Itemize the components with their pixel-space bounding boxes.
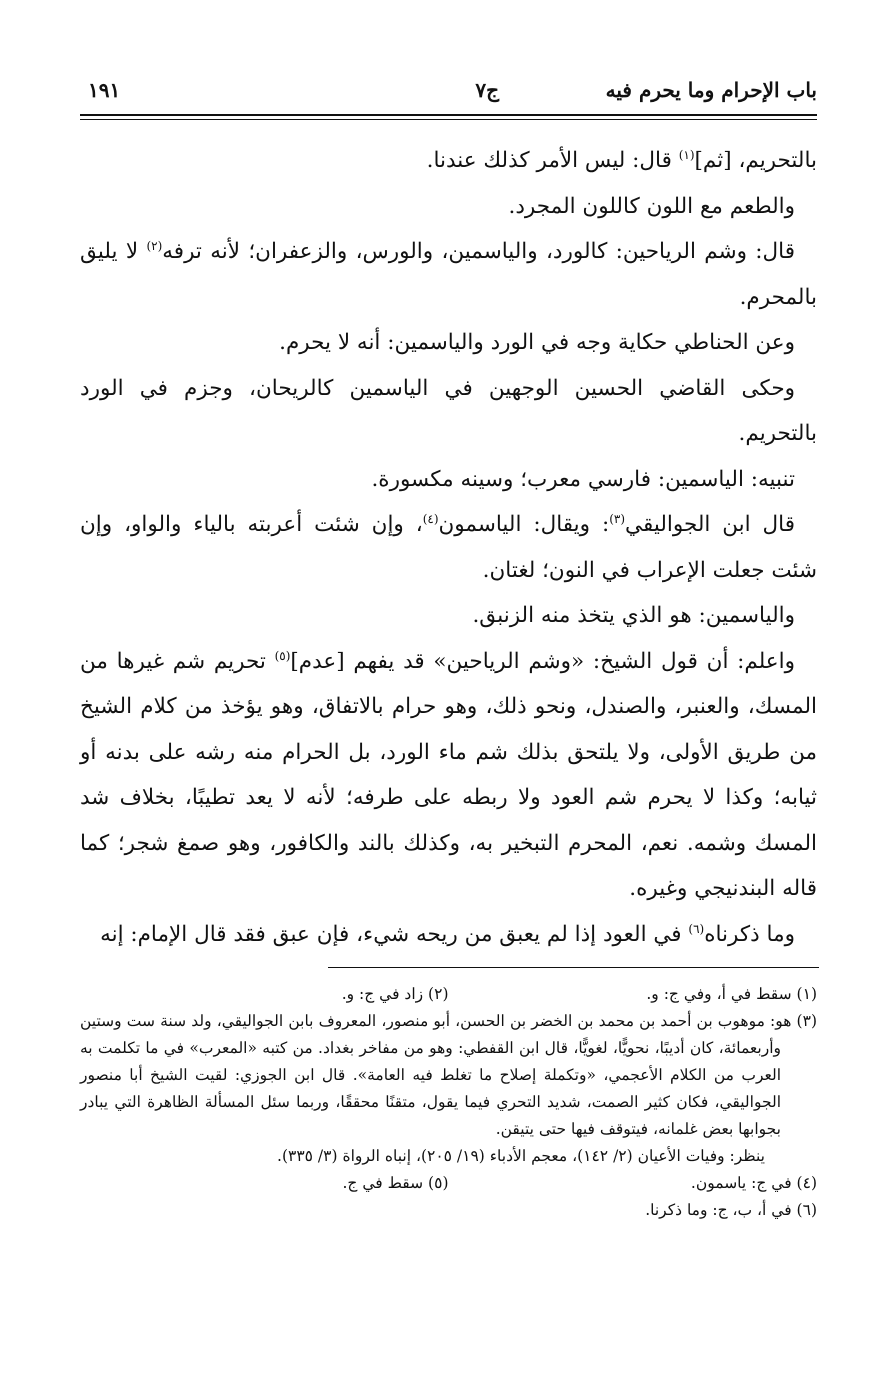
paragraph: قال: وشم الرياحين: كالورد، والياسمين، والورس، والزعفران؛ لأنه ترفه$^{(٢)}$ لا يليق بالمحرم. [80, 238, 817, 310]
paragraph: تنبيه: الياسمين: فارسي معرب؛ وسينه مكسورة. [371, 466, 795, 492]
page-number: ١٩١ [88, 78, 121, 102]
footnote-ref[interactable]: (٦) [688, 921, 705, 936]
paragraph: وما ذكرناه$^{(٦)}$ في العود إذا لم يعبق من ريحه شيء، فإن عبق فقد قال الإمام: إنه [100, 921, 795, 947]
footnote-5: (٥) سقط في ج. [342, 1174, 449, 1192]
footnotes [80, 981, 817, 1224]
chapter-title: باب الإحرام وما يحرم فيه [605, 78, 817, 102]
footnote-ref[interactable]: (١) [678, 147, 695, 162]
header-rule-thin [80, 119, 817, 120]
paragraph: والياسمين: هو الذي يتخذ منه الزنبق. [472, 603, 795, 628]
footnote-ref[interactable]: (٤) [422, 511, 439, 526]
footnote-3-sources: ينظر: وفيات الأعيان (٢/ ١٤٢)، معجم الأدباء (١٩/ ٢٠٥)، إنباه الرواة (٣/ ٣٣٥). [277, 1147, 765, 1165]
volume-label: ج٧ [475, 78, 499, 102]
running-header [80, 74, 817, 110]
footnote-ref[interactable]: (٢) [146, 238, 163, 253]
paragraph: بالتحريم، [ثم]$^{(١)}$ قال: ليس الأمر كذلك عندنا. [426, 147, 817, 173]
footnote-6: (٦) في أ، ب، ج: وما ذكرنا. [645, 1201, 817, 1219]
footnote-separator [328, 967, 819, 968]
paragraph: والطعم مع اللون كاللون المجرد. [508, 193, 795, 219]
paragraph: واعلم: أن قول الشيخ: «وشم الرياحين» قد يفهم [عدم]$^{(٥)}$ تحريم شم غيرها من المسك، والعنبر، والصندل، ونحو ذلك، وهو حرام بالاتفاق، وهو يؤخذ من كلام الشيخ من طريق الأولى، ولا يلتحق بذلك شم ماء الورد، بل الحرام منه رشه على بدنه أو ثيابه؛ وكذا لا يحرم شم العود ولا ربطه على طرفه؛ لأنه لا يعد تطيبًا، بخلاف شد المسك وشمه. نعم، المحرم التبخير به، وكذلك بالند والكافور، وهو صمغ شجر؛ كما قاله البندنيجي وغيره. [80, 648, 817, 901]
header-rule-thick [80, 114, 817, 116]
footnote-ref[interactable]: (٥) [274, 648, 291, 663]
main-text [80, 138, 817, 957]
footnote-4: (٤) في ج: ياسمون. [690, 1174, 817, 1192]
paragraph: وحكى القاضي الحسين الوجهين في الياسمين كالريحان، وجزم في الورد بالتحريم. [80, 375, 817, 446]
footnote-1: (١) سقط في أ، وفي ج: و. [646, 985, 817, 1003]
paragraph: وعن الحناطي حكاية وجه في الورد والياسمين: أنه لا يحرم. [279, 330, 795, 355]
footnote-ref[interactable]: (٣) [609, 511, 626, 526]
footnote-3: (٣) هو: موهوب بن أحمد بن محمد بن الخضر بن الحسن، أبو منصور، المعروف بابن الجواليقي، ولد سنة ست وستين وأربعمائة، كان أديبًا، نحويًّا، لغويًّا، قال ابن القفطي: وهو من مفاخر بغداد. من كتبه «المعرب» في ما تكلمت به العرب من الكلام الأعجمي، «وتكملة إصلاح ما تغلط فيه العامة». قال ابن الجوزي: لقيت الشيخ أبا منصور الجواليقي، فكان كثير الصمت، شديد التحري فيما يقول، متقنًا محققًا، وربما سئل المسألة الظاهرة التي يبادر بجوابها بعض غلمانه، فيتوقف فيها حتى يتيقن. [80, 1012, 817, 1138]
footnote-row [80, 981, 817, 1008]
footnote-row [80, 1170, 817, 1197]
paragraph: قال ابن الجواليقي$^{(٣)}$: ويقال: الياسمون$^{(٤)}$، وإن شئت أعربته بالياء والواو، وإن شئت جعلت الإعراب في النون؛ لغتان. [80, 511, 817, 583]
footnote-2: (٢) زاد في ج: و. [341, 985, 449, 1003]
